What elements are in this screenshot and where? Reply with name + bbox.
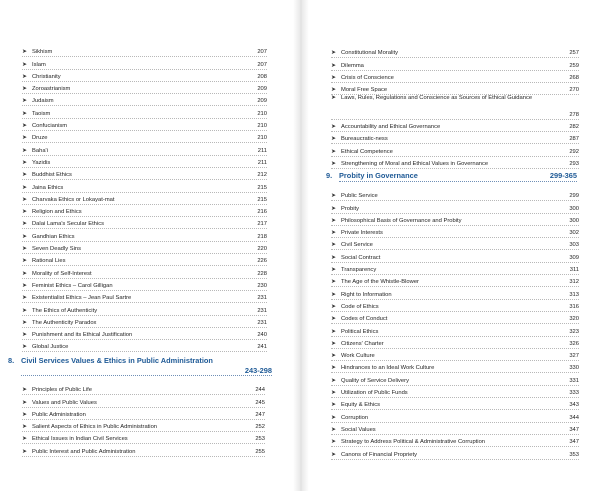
toc-entry-label: Social Values: [341, 426, 376, 433]
arrow-bullet-icon: ➤: [331, 267, 336, 274]
arrow-bullet-icon: ➤: [22, 61, 27, 68]
toc-entry-label: Probity: [341, 205, 360, 212]
toc-entry-label: Christianity: [32, 73, 61, 80]
toc-entry-page-number: 347: [569, 426, 579, 433]
toc-entry-label: Political Ethics: [341, 328, 379, 335]
toc-entry-page-number: 215: [257, 184, 267, 191]
toc-entry-page-number: 245: [255, 399, 265, 406]
toc-entry: [331, 312, 579, 324]
toc-entry: [22, 266, 267, 278]
toc-entry-page-number: 326: [569, 340, 579, 347]
toc-entry-label: Ethical Issues in Indian Civil Services: [32, 436, 128, 443]
toc-entry-label: Code of Ethics: [341, 303, 379, 310]
toc-entry-label: Global Justice: [32, 344, 69, 351]
toc-entry: [22, 57, 267, 69]
toc-entry-label: The Authenticity Paradox: [32, 319, 97, 326]
toc-entry: [331, 398, 579, 410]
toc-entry: [331, 157, 579, 169]
arrow-bullet-icon: ➤: [331, 439, 336, 446]
toc-entry-page-number: 343: [569, 402, 579, 409]
arrow-bullet-icon: ➤: [22, 387, 27, 394]
right-page-bottom-entry-list: [331, 189, 579, 460]
left-page-top-entry-list: [22, 45, 267, 352]
arrow-bullet-icon: ➤: [22, 436, 27, 443]
chapter-page-range: 299-365: [549, 171, 577, 180]
toc-entry-page-number: 216: [257, 209, 267, 216]
toc-entry-page-number: 240: [257, 332, 267, 339]
toc-entry: [22, 106, 267, 118]
toc-entry-page-number: 207: [257, 61, 267, 68]
toc-entry-page-number: 207: [257, 49, 267, 56]
toc-entry-page-number: 333: [569, 390, 579, 397]
arrow-bullet-icon: ➤: [22, 172, 27, 179]
arrow-bullet-icon: ➤: [22, 344, 27, 351]
toc-entry: [22, 279, 267, 291]
toc-entry: [331, 132, 579, 144]
arrow-bullet-icon: ➤: [331, 148, 336, 155]
toc-entry: [22, 70, 267, 82]
toc-entry-label: Public Interest and Public Administration: [32, 448, 136, 455]
toc-entry-label: Jaina Ethics: [32, 184, 64, 191]
toc-entry: [331, 337, 579, 349]
toc-entry-label: Transparency: [341, 267, 377, 274]
toc-entry: [22, 242, 267, 254]
toc-entry: [331, 361, 579, 373]
arrow-bullet-icon: ➤: [22, 98, 27, 105]
toc-entry: [22, 328, 267, 340]
arrow-bullet-icon: ➤: [331, 328, 336, 335]
toc-entry-page-number: 309: [569, 254, 579, 261]
arrow-bullet-icon: ➤: [22, 319, 27, 326]
toc-entry-label: Laws, Rules, Regulations and Conscience as Sources of Ethical Guidance: [341, 95, 533, 102]
toc-entry-label: Codes of Conduct: [341, 316, 388, 323]
toc-entry-label: Taoism: [32, 110, 51, 117]
toc-entry-page-number: 211: [257, 147, 267, 154]
toc-entry-page-number: 316: [569, 303, 579, 310]
arrow-bullet-icon: ➤: [331, 353, 336, 360]
toc-entry-page-number: 241: [257, 344, 267, 351]
toc-entry-page-number: 312: [569, 279, 579, 286]
arrow-bullet-icon: ➤: [22, 184, 27, 191]
arrow-bullet-icon: ➤: [331, 414, 336, 421]
arrow-bullet-icon: ➤: [331, 291, 336, 298]
arrow-bullet-icon: ➤: [331, 136, 336, 143]
toc-entry: [22, 193, 267, 205]
toc-entry: [22, 217, 267, 229]
toc-entry-page-number: 217: [257, 221, 267, 228]
toc-entry-page-number: 228: [257, 270, 267, 277]
toc-entry-label: Punishment and its Ethical Justification: [32, 332, 133, 339]
toc-entry-label: Existentialist Ethics – Jean Paul Sartre: [32, 295, 132, 302]
toc-entry: [22, 156, 267, 168]
toc-entry: [22, 420, 265, 432]
arrow-bullet-icon: ➤: [331, 377, 336, 384]
book-gutter: [293, 0, 309, 491]
toc-entry-page-number: 252: [255, 424, 265, 431]
arrow-bullet-icon: ➤: [331, 62, 336, 69]
arrow-bullet-icon: ➤: [331, 95, 336, 102]
arrow-bullet-icon: ➤: [331, 193, 336, 200]
arrow-bullet-icon: ➤: [331, 87, 336, 94]
toc-entry-label: Public Service: [341, 193, 378, 200]
arrow-bullet-icon: ➤: [22, 233, 27, 240]
toc-entry-page-number: 292: [569, 148, 579, 155]
toc-entry: [331, 373, 579, 385]
chapter-8-heading: [8, 356, 272, 378]
arrow-bullet-icon: ➤: [22, 295, 27, 302]
toc-entry-label: Zoroastrianism: [32, 86, 71, 93]
toc-entry-label: Salient Aspects of Ethics in Public Administration: [32, 424, 158, 431]
toc-entry-page-number: 299: [569, 193, 579, 200]
right-page-top-entry-list: [331, 46, 579, 169]
chapter-title: Probity in Governance: [339, 171, 418, 180]
toc-entry-page-number: 210: [257, 110, 267, 117]
toc-entry-label: Ethical Competence: [341, 148, 393, 155]
toc-entry-label: Dalai Lama's Secular Ethics: [32, 221, 104, 228]
arrow-bullet-icon: ➤: [22, 209, 27, 216]
toc-entry-page-number: 220: [257, 246, 267, 253]
toc-entry-label: Quality of Service Delivery: [341, 377, 409, 384]
chapter-title: Civil Services Values & Ethics in Public Administration: [21, 356, 213, 365]
toc-entry-label: Judaism: [32, 98, 54, 105]
toc-entry-label: Buddhist Ethics: [32, 172, 72, 179]
toc-entry-page-number: 230: [257, 282, 267, 289]
toc-entry-page-number: 210: [257, 135, 267, 142]
arrow-bullet-icon: ➤: [331, 217, 336, 224]
toc-entry: [22, 229, 267, 241]
toc-entry-label: Canons of Financial Propriety: [341, 451, 418, 458]
toc-entry-label: Strategy to Address Political & Administrative Corruption: [341, 439, 486, 446]
toc-entry-label: Public Administration: [32, 411, 86, 418]
toc-entry: [331, 83, 579, 95]
toc-entry-page-number: 293: [569, 160, 579, 167]
arrow-bullet-icon: ➤: [22, 332, 27, 339]
toc-entry-label: Social Contract: [341, 254, 381, 261]
toc-entry: [22, 131, 267, 143]
toc-entry-label: Private Interests: [341, 230, 383, 237]
toc-entry: [22, 168, 267, 180]
toc-entry: [331, 287, 579, 299]
arrow-bullet-icon: ➤: [331, 402, 336, 409]
toc-entry-label: Right to Information: [341, 291, 392, 298]
toc-entry: [22, 45, 267, 57]
toc-entry: [22, 316, 267, 328]
toc-entry-label: Civil Service: [341, 242, 373, 249]
toc-entry-page-number: 211: [257, 159, 267, 166]
arrow-bullet-icon: ➤: [22, 246, 27, 253]
toc-entry-label: Baha'i: [32, 147, 48, 154]
arrow-bullet-icon: ➤: [22, 159, 27, 166]
toc-entry: [331, 324, 579, 336]
arrow-bullet-icon: ➤: [331, 230, 336, 237]
toc-entry-page-number: 353: [569, 451, 579, 458]
toc-entry-page-number: 231: [257, 307, 267, 314]
toc-entry-page-number: 347: [569, 439, 579, 446]
toc-entry-label: Crisis of Conscience: [341, 74, 394, 81]
toc-entry-label: Accountability and Ethical Governance: [341, 124, 441, 131]
toc-entry: [22, 444, 265, 456]
toc-entry: [331, 263, 579, 275]
toc-entry-page-number: 330: [569, 365, 579, 372]
arrow-bullet-icon: ➤: [22, 135, 27, 142]
toc-entry-page-number: 268: [569, 74, 579, 81]
toc-entry-page-number: 311: [569, 267, 579, 274]
toc-entry-page-number: 327: [569, 353, 579, 360]
toc-entry: [22, 303, 267, 315]
arrow-bullet-icon: ➤: [331, 426, 336, 433]
arrow-bullet-icon: ➤: [331, 254, 336, 261]
toc-entry-label: Bureaucratic-ness: [341, 136, 388, 143]
toc-entry-page-number: 278: [569, 111, 579, 118]
toc-entry: [22, 254, 267, 266]
toc-entry-page-number: 259: [569, 62, 579, 69]
toc-entry: [331, 447, 579, 459]
toc-entry-page-number: 302: [569, 230, 579, 237]
toc-entry: [331, 349, 579, 361]
toc-entry-label: Citizens' Charter: [341, 340, 384, 347]
toc-entry-page-number: 313: [569, 291, 579, 298]
arrow-bullet-icon: ➤: [22, 307, 27, 314]
arrow-bullet-icon: ➤: [331, 279, 336, 286]
arrow-bullet-icon: ➤: [22, 399, 27, 406]
toc-entry-page-number: 247: [255, 411, 265, 418]
arrow-bullet-icon: ➤: [22, 411, 27, 418]
toc-entry: [331, 226, 579, 238]
toc-entry-page-number: 331: [569, 377, 579, 384]
arrow-bullet-icon: ➤: [22, 123, 27, 130]
toc-entry: [331, 120, 579, 132]
toc-entry-page-number: 257: [569, 50, 579, 57]
arrow-bullet-icon: ➤: [331, 74, 336, 81]
chapter-number: 9.: [326, 171, 333, 180]
toc-entry-label: Morality of Self-Interest: [32, 270, 92, 277]
toc-entry: [22, 119, 267, 131]
toc-entry-label: Islam: [32, 61, 46, 68]
toc-entry: [22, 383, 265, 395]
arrow-bullet-icon: ➤: [22, 49, 27, 56]
arrow-bullet-icon: ➤: [22, 196, 27, 203]
toc-entry: [22, 395, 265, 407]
toc-entry-page-number: 300: [569, 217, 579, 224]
toc-entry-page-number: 209: [257, 86, 267, 93]
arrow-bullet-icon: ➤: [22, 448, 27, 455]
toc-entry: [22, 432, 265, 444]
arrow-bullet-icon: ➤: [22, 86, 27, 93]
chapter-number: 8.: [8, 356, 15, 365]
toc-entry: [22, 143, 267, 155]
left-page-bottom-entry-list: [22, 383, 265, 457]
toc-entry-label: Charvaka Ethics or Lokayat-mat: [32, 196, 115, 203]
toc-entry: [22, 408, 265, 420]
arrow-bullet-icon: ➤: [331, 242, 336, 249]
toc-entry-page-number: 287: [569, 136, 579, 143]
toc-entry-page-number: 208: [257, 73, 267, 80]
toc-entry-page-number: 300: [569, 205, 579, 212]
toc-entry-label: Values and Public Values: [32, 399, 97, 406]
toc-entry-label: Work Culture: [341, 353, 375, 360]
toc-entry-page-number: 209: [257, 98, 267, 105]
arrow-bullet-icon: ➤: [22, 282, 27, 289]
toc-entry-label: Sikhism: [32, 49, 53, 56]
toc-entry: [331, 46, 579, 58]
toc-entry-label: Corruption: [341, 414, 369, 421]
toc-entry: [22, 180, 267, 192]
toc-entry-label: Confucianism: [32, 123, 68, 130]
arrow-bullet-icon: ➤: [22, 424, 27, 431]
toc-entry-label: Druze: [32, 135, 48, 142]
arrow-bullet-icon: ➤: [331, 160, 336, 167]
chapter-page-range: 243-298: [244, 366, 272, 375]
toc-entry-page-number: 303: [569, 242, 579, 249]
toc-entry-label: Feminist Ethics – Carol Gilligan: [32, 282, 113, 289]
toc-entry: [331, 250, 579, 262]
toc-entry: [331, 386, 579, 398]
toc-entry-page-number: 323: [569, 328, 579, 335]
toc-entry-page-number: 210: [257, 123, 267, 130]
toc-entry-label: Constitutional Morality: [341, 50, 399, 57]
toc-entry-label: The Ethics of Authenticity: [32, 307, 98, 314]
toc-entry-label: Equity & Ethics: [341, 402, 380, 409]
toc-entry-page-number: 344: [569, 414, 579, 421]
arrow-bullet-icon: ➤: [22, 73, 27, 80]
toc-entry-page-number: 253: [255, 436, 265, 443]
arrow-bullet-icon: ➤: [22, 221, 27, 228]
toc-entry: [331, 189, 579, 201]
toc-entry: [22, 340, 267, 352]
arrow-bullet-icon: ➤: [22, 258, 27, 265]
toc-entry-label: Yazidis: [32, 159, 51, 166]
toc-entry: [331, 300, 579, 312]
chapter-9-heading: [326, 171, 577, 183]
toc-entry: [22, 94, 267, 106]
toc-entry-page-number: 231: [257, 319, 267, 326]
toc-entry: [331, 214, 579, 226]
toc-entry-label: Moral Free Space: [341, 87, 388, 94]
arrow-bullet-icon: ➤: [331, 205, 336, 212]
chapter-divider: [339, 181, 577, 182]
toc-entry-page-number: 255: [255, 448, 265, 455]
toc-entry-label: Dilemma: [341, 62, 364, 69]
toc-entry: [331, 95, 579, 120]
toc-entry: [331, 410, 579, 422]
arrow-bullet-icon: ➤: [331, 316, 336, 323]
arrow-bullet-icon: ➤: [22, 110, 27, 117]
toc-entry: [331, 201, 579, 213]
toc-entry-label: Rational Lies: [32, 258, 66, 265]
toc-entry-label: Principles of Public Life: [32, 387, 92, 394]
arrow-bullet-icon: ➤: [331, 365, 336, 372]
arrow-bullet-icon: ➤: [331, 451, 336, 458]
toc-entry-page-number: 231: [257, 295, 267, 302]
toc-entry-label: Utilization of Public Funds: [341, 390, 408, 397]
toc-entry: [331, 71, 579, 83]
toc-entry-page-number: 215: [257, 196, 267, 203]
toc-entry-label: Philosophical Basis of Governance and Probity: [341, 217, 462, 224]
toc-entry-page-number: 270: [569, 87, 579, 94]
toc-entry-label: Hindrances to an Ideal Work Culture: [341, 365, 435, 372]
toc-entry-page-number: 244: [255, 387, 265, 394]
toc-entry-page-number: 212: [257, 172, 267, 179]
arrow-bullet-icon: ➤: [331, 50, 336, 57]
toc-entry-label: The Age of the Whistle-Blower: [341, 279, 419, 286]
toc-entry: [331, 58, 579, 70]
toc-entry-label: Gandhian Ethics: [32, 233, 75, 240]
toc-entry: [331, 423, 579, 435]
chapter-divider: [21, 375, 272, 376]
toc-entry-label: Religion and Ethics: [32, 209, 82, 216]
toc-entry: [22, 205, 267, 217]
arrow-bullet-icon: ➤: [331, 303, 336, 310]
toc-entry-page-number: 226: [257, 258, 267, 265]
toc-entry: [331, 275, 579, 287]
arrow-bullet-icon: ➤: [331, 340, 336, 347]
arrow-bullet-icon: ➤: [22, 270, 27, 277]
arrow-bullet-icon: ➤: [331, 390, 336, 397]
toc-entry: [22, 82, 267, 94]
toc-entry: [331, 435, 579, 447]
toc-entry: [331, 144, 579, 156]
arrow-bullet-icon: ➤: [22, 147, 27, 154]
toc-entry-label: Strengthening of Moral and Ethical Values in Governance: [341, 160, 489, 167]
toc-entry-page-number: 320: [569, 316, 579, 323]
toc-entry-label: Seven Deadly Sins: [32, 246, 81, 253]
toc-entry: [22, 291, 267, 303]
toc-entry: [331, 238, 579, 250]
toc-entry-page-number: 282: [569, 124, 579, 131]
toc-entry-page-number: 218: [257, 233, 267, 240]
arrow-bullet-icon: ➤: [331, 124, 336, 131]
